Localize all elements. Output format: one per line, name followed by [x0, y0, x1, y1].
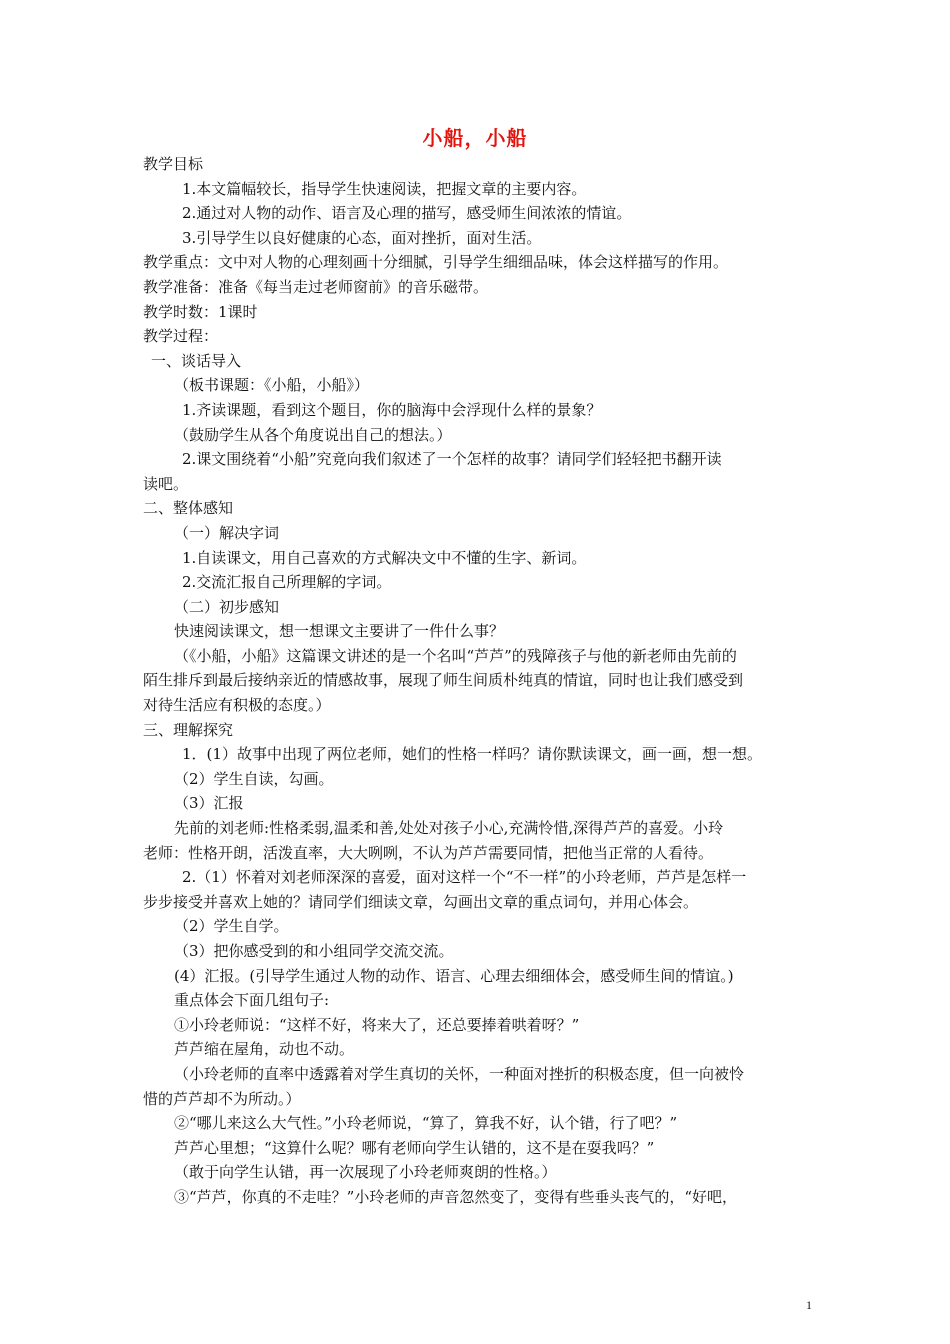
- text-line: 老师：性格开朗，活泼直率，大大咧咧，不认为芦芦需要同情，把他当正常的人看待。: [143, 843, 714, 862]
- page-title: 小船，小船: [422, 126, 528, 150]
- text-line: 3.引导学生以良好健康的心态，面对挫折，面对生活。: [182, 228, 542, 247]
- text-line: （2）学生自学。: [174, 917, 289, 936]
- text-line: 教学时数：1课时: [143, 302, 258, 321]
- text-line: （板书课题：《小船，小船》）: [174, 376, 370, 395]
- text-line: （2）学生自读，勾画。: [174, 769, 334, 788]
- text-line: 教学过程：: [143, 327, 219, 346]
- text-line: 惜的芦芦却不为所动。）: [143, 1089, 301, 1108]
- document-body: [143, 152, 808, 1210]
- text-line: 读吧。: [143, 474, 189, 493]
- text-line: （二）初步感知: [174, 597, 280, 616]
- text-line: 陌生排斥到最后接纳亲近的情感故事，展现了师生间质朴纯真的情谊，同时也让我们感受到: [143, 671, 744, 690]
- text-line: ③“芦芦，你真的不走哇？”小玲老师的声音忽然变了，变得有些垂头丧气的，“好吧，: [174, 1187, 738, 1206]
- text-line: 步步接受并喜欢上她的？请同学们细读文章，勾画出文章的重点词句，并用心体会。: [143, 892, 699, 911]
- text-line: （一）解决字词: [174, 523, 280, 542]
- text-line: （《小船，小船》这篇课文讲述的是一个名叫“芦芦”的残障孩子与他的新老师由先前的: [174, 646, 737, 665]
- text-line: 快速阅读课文，想一想课文主要讲了一件什么事？: [174, 622, 505, 641]
- text-line: 2.（1）怀着对刘老师深深的喜爱，面对这样一个“不一样”的小玲老师，芦芦是怎样一: [182, 868, 747, 887]
- text-line: (4）汇报。(引导学生通过人物的动作、语言、心理去细细体会，感受师生间的情谊。): [174, 966, 734, 985]
- text-line: 一、谈话导入: [151, 351, 242, 370]
- text-line: 三、理解探究: [143, 720, 234, 739]
- text-line: 2.通过对人物的动作、语言及心理的描写，感受师生间浓浓的情谊。: [182, 204, 632, 223]
- text-line: 重点体会下面几组句子:: [174, 991, 330, 1010]
- text-line: 芦芦心里想；“这算什么呢？哪有老师向学生认错的，这不是在耍我吗？”: [174, 1138, 655, 1157]
- text-line: 芦芦缩在屋角，动也不动。: [174, 1040, 355, 1059]
- text-line: ②“哪儿来这么大气性。”小玲老师说，“算了，算我不好，认个错，行了吧？”: [174, 1114, 678, 1133]
- text-line: （3）汇报: [174, 794, 244, 813]
- text-line: 2.交流汇报自己所理解的字词。: [182, 573, 392, 592]
- text-line: 教学重点：文中对人物的心理刻画十分细腻，引导学生细细品味，体会这样描写的作用。: [143, 253, 729, 272]
- text-line: 对待生活应有积极的态度。）: [143, 696, 331, 715]
- text-line: 2.课文围绕着“小船”究竟向我们叙述了一个怎样的故事？请同学们轻轻把书翻开读: [182, 450, 722, 469]
- text-line: 教学目标: [143, 155, 204, 173]
- text-line: （鼓励学生从各个角度说出自己的想法。）: [174, 425, 452, 444]
- text-line: 二、整体感知: [143, 499, 234, 518]
- text-line: （小玲老师的直率中透露着对学生真切的关怀，一种面对挫折的积极态度，但一向被怜: [174, 1064, 745, 1083]
- text-line: 1.齐读课题，看到这个题目，你的脑海中会浮现什么样的景象？: [182, 400, 602, 419]
- text-line: 教学准备：准备《每当走过老师窗前》的音乐磁带。: [143, 277, 489, 296]
- text-line: ①小玲老师说：“这样不好，将来大了，还总要捧着哄着呀？”: [174, 1015, 580, 1034]
- text-line: （3）把你感受到的和小组同学交流交流。: [174, 942, 454, 960]
- text-line: 1.自读课文，用自己喜欢的方式解决文中不懂的生字、新词。: [182, 548, 587, 567]
- text-line: （敢于向学生认错，再一次展现了小玲老师爽朗的性格。）: [174, 1163, 557, 1182]
- page-number: 1: [806, 1298, 812, 1312]
- text-line: 1.本文篇幅较长，指导学生快速阅读，把握文章的主要内容。: [182, 179, 587, 198]
- text-line: 1．(1）故事中出现了两位老师，她们的性格一样吗？请你默读课文，画一画，想一想。: [182, 745, 762, 764]
- text-line: 先前的刘老师:性格柔弱,温柔和善,处处对孩子小心,充满怜惜,深得芦芦的喜爱。小玲: [174, 819, 724, 838]
